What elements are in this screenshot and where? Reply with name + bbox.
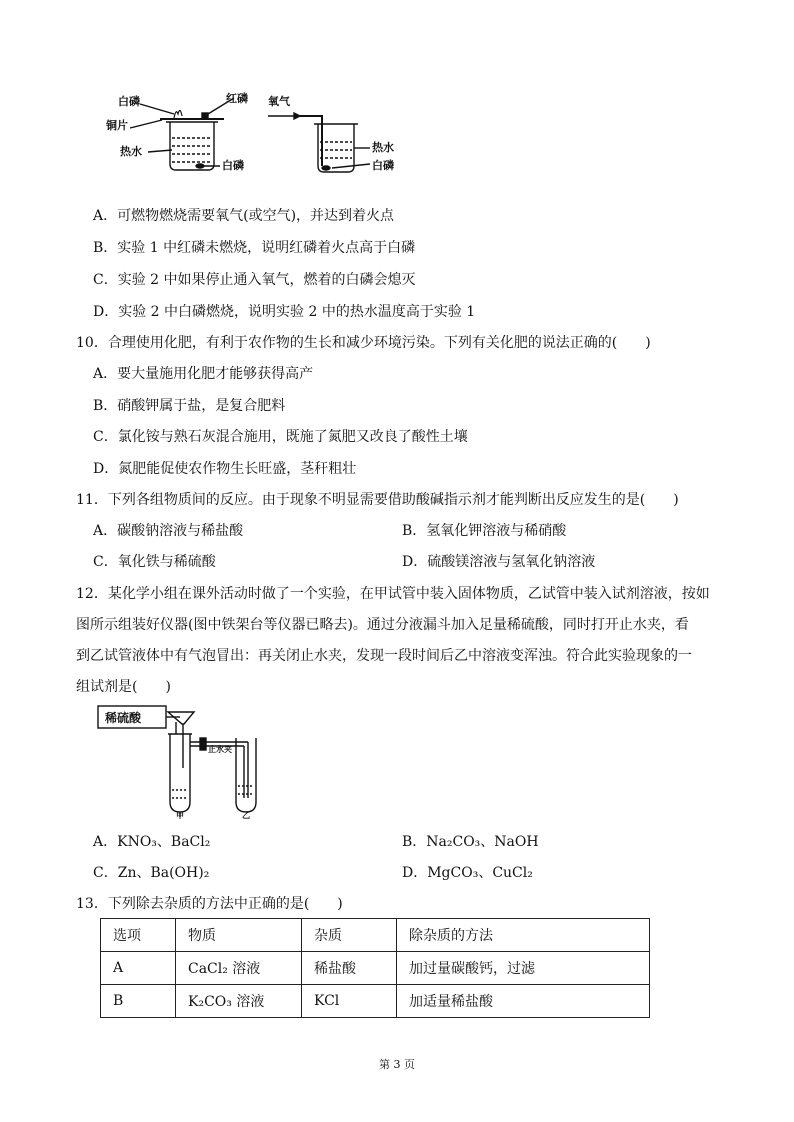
table-cell: KCl bbox=[302, 985, 397, 1018]
q9-option-b: B．实验 1 中红磷未燃烧，说明红磷着火点高于白磷 bbox=[93, 240, 416, 256]
q12-option-a: A．KNO₃、BaCl₂ bbox=[93, 834, 211, 850]
q9-option-c: C．实验 2 中如果停止通入氧气，燃着的白磷会熄灭 bbox=[93, 272, 416, 288]
fig2-label-oxygen: 氧气 bbox=[268, 95, 290, 108]
q11-option-a: A．碳酸钠溶液与稀盐酸 bbox=[93, 523, 244, 539]
table-cell: CaCl₂ 溶液 bbox=[176, 952, 302, 985]
table-header-cell: 选项 bbox=[101, 919, 176, 952]
q9-option-d: D．实验 2 中白磷燃烧，说明实验 2 中的热水温度高于实验 1 bbox=[93, 304, 476, 320]
table-header-cell: 杂质 bbox=[302, 919, 397, 952]
fig1-label-red-phosphorus: 红磷 bbox=[226, 92, 248, 105]
q10-option-a: A．要大量施用化肥才能够获得高产 bbox=[93, 366, 314, 382]
q12-stem-line4: 组试剂是( ) bbox=[76, 679, 171, 695]
q12-fig-label-dilute-sulfuric-acid: 稀硫酸 bbox=[105, 711, 142, 725]
q12-stem-line1: 12．某化学小组在课外活动时做了一个实验，在甲试管中装入固体物质，乙试管中装入试剂溶液，按如 bbox=[76, 586, 710, 602]
fig1-label-white-phosphorus-bottom: 白磷 bbox=[222, 159, 244, 172]
q11-stem: 11．下列各组物质间的反应。由于现象不明显需要借助酸碱指示剂才能判断出反应发生的是( ) bbox=[76, 492, 679, 508]
fig1-label-copper-sheet: 铜片 bbox=[106, 119, 128, 132]
q10-option-c: C．氯化铵与熟石灰混合施用，既施了氮肥又改良了酸性土壤 bbox=[93, 429, 468, 445]
q12-option-c: C．Zn、Ba(OH)₂ bbox=[93, 865, 210, 881]
q11-option-c: C．氧化铁与稀硫酸 bbox=[93, 554, 216, 570]
q12-option-b: B．Na₂CO₃、NaOH bbox=[402, 834, 539, 850]
q12-fig-label-tube-jia: 甲 bbox=[176, 811, 184, 820]
q12-option-d: D．MgCO₃、CuCl₂ bbox=[402, 865, 533, 881]
table-cell: 稀盐酸 bbox=[302, 952, 397, 985]
q10-option-b: B．硝酸钾属于盐，是复合肥料 bbox=[93, 398, 286, 414]
table-cell: K₂CO₃ 溶液 bbox=[176, 985, 302, 1018]
q9-option-a: A．可燃物燃烧需要氧气(或空气)，并达到着火点 bbox=[93, 208, 395, 224]
fig1-label-hot-water: 热水 bbox=[120, 145, 142, 158]
experiment2-apparatus bbox=[268, 113, 370, 172]
q11-option-b: B．氢氧化钾溶液与稀硝酸 bbox=[402, 523, 567, 539]
table-cell: B bbox=[101, 985, 176, 1018]
q11-option-d: D．硫酸镁溶液与氢氧化钠溶液 bbox=[402, 554, 596, 570]
table-header-cell: 除杂质的方法 bbox=[397, 919, 650, 952]
table-header-cell: 物质 bbox=[176, 919, 302, 952]
q13-table bbox=[100, 918, 650, 1018]
q12-stem-line2: 图所示组装好仪器(图中铁架台等仪器已略去)。通过分液漏斗加入足量稀硫酸，同时打开止水夹，看 bbox=[76, 617, 689, 633]
fig1-label-white-phosphorus: 白磷 bbox=[118, 95, 140, 108]
q13-stem: 13．下列除去杂质的方法中正确的是( ) bbox=[76, 896, 343, 912]
table-row bbox=[101, 985, 650, 1018]
table-row bbox=[101, 952, 650, 985]
table-header-row bbox=[101, 919, 650, 952]
q12-fig-label-clamp: 止水夹 bbox=[208, 745, 232, 754]
fig2-label-hot-water: 热水 bbox=[372, 141, 394, 154]
table-cell: 加过量碳酸钙，过滤 bbox=[397, 952, 650, 985]
q12-stem-line3: 到乙试管液体中有气泡冒出：再关闭止水夹，发现一段时间后乙中溶液变浑浊。符合此实验现象的一 bbox=[76, 648, 692, 664]
q10-option-d: D．氮肥能促使农作物生长旺盛，茎秆粗壮 bbox=[93, 461, 357, 477]
fig2-label-white-phosphorus: 白磷 bbox=[372, 159, 394, 172]
q10-stem: 10．合理使用化肥，有利于农作物的生长和减少环境污染。下列有关化肥的说法正确的( ) bbox=[76, 335, 651, 351]
table-cell: A bbox=[101, 952, 176, 985]
table-cell: 加适量稀盐酸 bbox=[397, 985, 650, 1018]
experiment1-apparatus bbox=[130, 98, 234, 170]
q12-fig-label-tube-yi: 乙 bbox=[242, 811, 250, 820]
page-number: 第 3 页 bbox=[379, 1058, 415, 1071]
